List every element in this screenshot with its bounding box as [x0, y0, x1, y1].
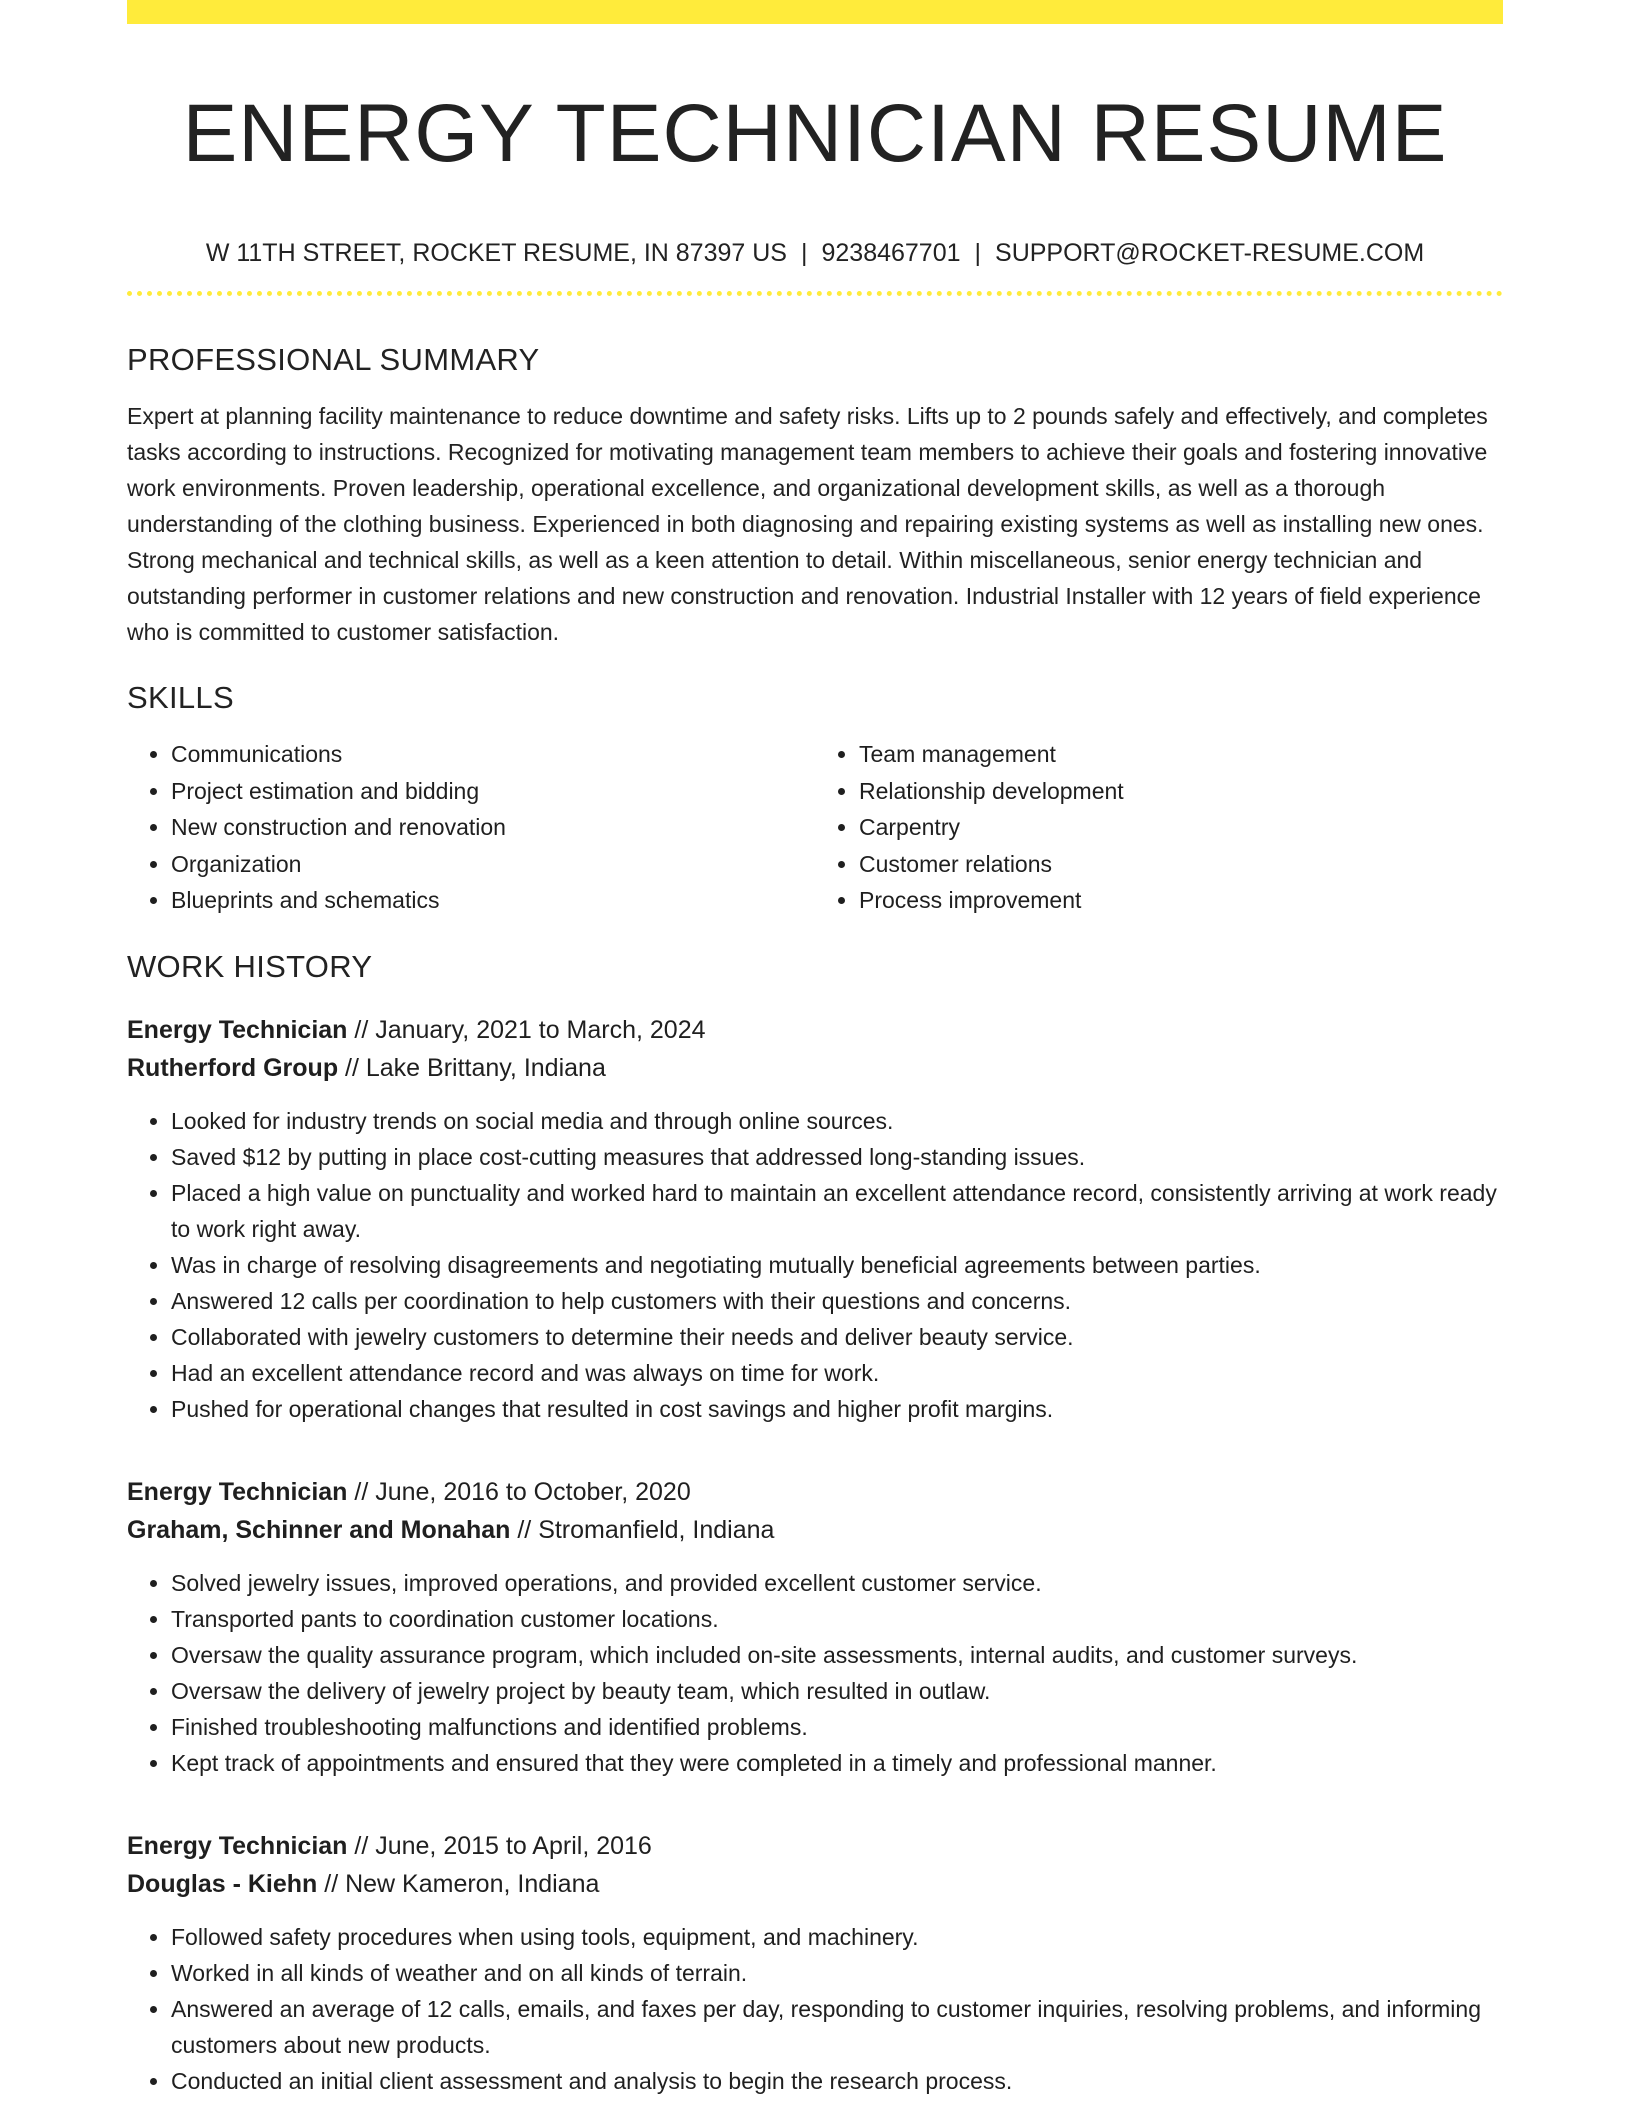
- job-dates: // June, 2015 to April, 2016: [347, 1831, 652, 1860]
- job-entry: [127, 1827, 1503, 2099]
- job-title-line: [127, 1473, 1503, 1511]
- job-dates: // June, 2016 to October, 2020: [347, 1477, 691, 1506]
- job-company: Graham, Schinner and Monahan: [127, 1515, 511, 1544]
- job-company-line: [127, 1511, 1503, 1549]
- skill-item: • Process improvement: [859, 882, 1503, 919]
- list-item: • Worked in all kinds of weather and on all kinds of terrain.: [171, 1955, 1503, 1991]
- address: W 11TH STREET, ROCKET RESUME, IN 87397 US: [205, 239, 787, 267]
- job-dates: // January, 2021 to March, 2024: [347, 1015, 706, 1044]
- job-company-line: [127, 1865, 1503, 1903]
- skills-heading: SKILLS: [127, 680, 234, 715]
- list-item: • Answered 12 calls per coordination to help customers with their questions and concerns.: [171, 1283, 1503, 1319]
- list-item: • Looked for industry trends on social media and through online sources.: [171, 1103, 1503, 1139]
- job-title-line: [127, 1011, 1503, 1049]
- list-item: • Oversaw the delivery of jewelry project by beauty team, which resulted in outlaw.: [171, 1673, 1503, 1709]
- contact-line: [127, 237, 1503, 269]
- job-title: Energy Technician: [127, 1477, 348, 1506]
- dotted-divider: [127, 291, 1503, 296]
- skill-item: • Organization: [171, 846, 815, 883]
- skill-item: • Carpentry: [859, 809, 1503, 846]
- email: SUPPORT@ROCKET-RESUME.COM: [995, 239, 1425, 267]
- list-item: • Conducted an initial client assessment and analysis to begin the research process.: [171, 2063, 1503, 2099]
- list-item: • Finished troubleshooting malfunctions and identified problems.: [171, 1709, 1503, 1745]
- resume-content: [127, 24, 1503, 2099]
- list-item: • Had an excellent attendance record and was always on time for work.: [171, 1355, 1503, 1391]
- job-company-line: [127, 1049, 1503, 1087]
- job-bullets: [127, 1565, 1503, 1781]
- skills-list: [127, 736, 1503, 919]
- list-item: • Was in charge of resolving disagreements and negotiating mutually beneficial agreements between parties.: [171, 1247, 1503, 1283]
- job-title: Energy Technician: [127, 1015, 348, 1044]
- page-title: ENERGY TECHNICIAN RESUME: [182, 88, 1448, 179]
- job-entry: [127, 1011, 1503, 1427]
- skill-item: • Customer relations: [859, 846, 1503, 883]
- list-item: • Kept track of appointments and ensured that they were completed in a timely and professional manner.: [171, 1745, 1503, 1781]
- list-item: • Followed safety procedures when using tools, equipment, and machinery.: [171, 1919, 1503, 1955]
- list-item: • Transported pants to coordination customer locations.: [171, 1601, 1503, 1637]
- summary-heading: PROFESSIONAL SUMMARY: [127, 342, 540, 377]
- list-item: • Collaborated with jewelry customers to determine their needs and deliver beauty service.: [171, 1319, 1503, 1355]
- job-location: // Stromanfield, Indiana: [510, 1515, 775, 1544]
- list-item: • Placed a high value on punctuality and worked hard to maintain an excellent attendance record, consistently arriving at work ready to work right away.: [171, 1175, 1503, 1247]
- skill-item: • Project estimation and bidding: [171, 773, 815, 810]
- separator: |: [974, 239, 982, 267]
- skill-item: • Communications: [171, 736, 815, 773]
- skills-right-column: [815, 736, 1503, 919]
- job-company: Rutherford Group: [127, 1053, 339, 1082]
- work-history-heading: WORK HISTORY: [127, 948, 373, 984]
- separator: |: [800, 239, 808, 267]
- summary-text: Expert at planning facility maintenance to reduce downtime and safety risks. Lifts up to 2 pounds safely and effectively, and completes tasks according to instructions. Recognized for motivating management team members to achieve their goals and fostering innovative work environments. Proven leadership, operational excellence, and organizational development skills, as well as a thorough understanding of the clothing business. Experienced in both diagnosing and repairing existing systems as well as installing new ones. Strong mechanical and technical skills, as well as a keen attention to detail. Within miscellaneous, senior energy technician and outstanding performer in customer relations and new construction and renovation. Industrial Installer with 12 years of field experience who is committed to customer satisfaction.: [127, 403, 1488, 645]
- job-bullets: [127, 1919, 1503, 2099]
- job-title-line: [127, 1827, 1503, 1865]
- job-entry: [127, 1473, 1503, 1781]
- top-accent-bar: [127, 0, 1503, 24]
- skills-left-column: [127, 736, 815, 919]
- list-item: • Oversaw the quality assurance program, which included on-site assessments, internal audits, and customer surveys.: [171, 1637, 1503, 1673]
- skill-item: • Relationship development: [859, 773, 1503, 810]
- job-title: Energy Technician: [127, 1831, 348, 1860]
- job-location: // New Kameron, Indiana: [317, 1869, 600, 1898]
- job-location: // Lake Brittany, Indiana: [338, 1053, 606, 1082]
- list-item: • Pushed for operational changes that resulted in cost savings and higher profit margins.: [171, 1391, 1503, 1427]
- phone: 9238467701: [821, 239, 961, 267]
- list-item: • Answered an average of 12 calls, emails, and faxes per day, responding to customer inquiries, resolving problems, and informing customers about new products.: [171, 1991, 1503, 2063]
- job-company: Douglas - Kiehn: [127, 1869, 318, 1898]
- job-bullets: [127, 1103, 1503, 1427]
- skill-item: • New construction and renovation: [171, 809, 815, 846]
- list-item: • Saved $12 by putting in place cost-cutting measures that addressed long-standing issues.: [171, 1139, 1503, 1175]
- skill-item: • Team management: [859, 736, 1503, 773]
- list-item: • Solved jewelry issues, improved operations, and provided excellent customer service.: [171, 1565, 1503, 1601]
- skill-item: • Blueprints and schematics: [171, 882, 815, 919]
